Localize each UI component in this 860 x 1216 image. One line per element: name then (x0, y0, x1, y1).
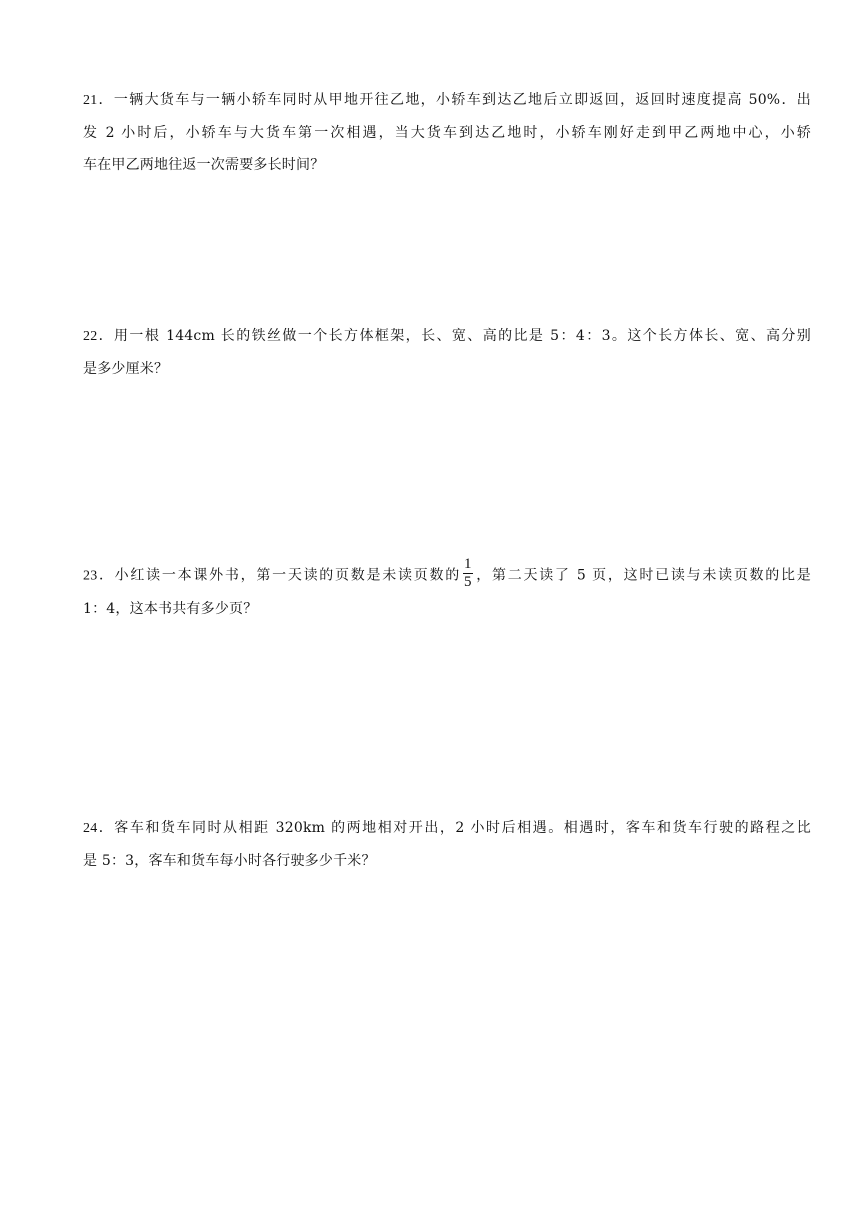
problem-number: 23 (83, 568, 98, 584)
problem-21-line-3: 车在甲乙两地往返一次需要多长时间？ (83, 157, 325, 173)
problem-24-line-2: 是 5：3，客车和货车每小时各行驶多少千米？ (83, 853, 376, 869)
problem-text: ．小红读一本课外书，第一天读的页数是未读页数的 (97, 567, 461, 584)
problem-text: ．用一根 144cm 长的铁丝做一个长方体框架，长、宽、高的比是 5：4：3。这个长方体长、宽、高分别 (97, 328, 811, 344)
problem-21-line-1 (83, 84, 811, 117)
problem-23 (83, 558, 811, 625)
fraction (463, 556, 473, 591)
problem-23-line-2: 1：4，这本书共有多少页？ (83, 601, 258, 617)
fraction-denominator: 5 (463, 574, 472, 590)
problem-22 (83, 320, 811, 385)
problem-text: ．客车和货车同时从相距 320km 的两地相对开出，2 小时后相遇。相遇时，客车和货车行驶的路程之比 (97, 820, 811, 836)
problem-text: ．一辆大货车与一辆小轿车同时从甲地开往乙地，小轿车到达乙地后立即返回，返回时速度提高 50%．出 (97, 92, 811, 108)
problem-22-line-2: 是多少厘米？ (83, 361, 169, 377)
problem-21 (83, 84, 811, 181)
problem-24-line-1 (83, 812, 811, 845)
problem-number: 24 (83, 821, 98, 836)
problem-22-line-1 (83, 320, 811, 353)
problem-number: 21 (83, 93, 98, 108)
problem-text-after-fraction: ，第二天读了 5 页，这时已读与未读页数的比是 (474, 567, 811, 584)
problem-number: 22 (83, 329, 98, 344)
problem-24 (83, 812, 811, 877)
fraction-numerator: 1 (463, 556, 472, 572)
problem-21-line-2: 发 2 小时后，小轿车与大货车第一次相遇，当大货车到达乙地时，小轿车刚好走到甲乙两地中心，小轿 (83, 125, 811, 141)
problem-23-line-1 (83, 558, 811, 593)
